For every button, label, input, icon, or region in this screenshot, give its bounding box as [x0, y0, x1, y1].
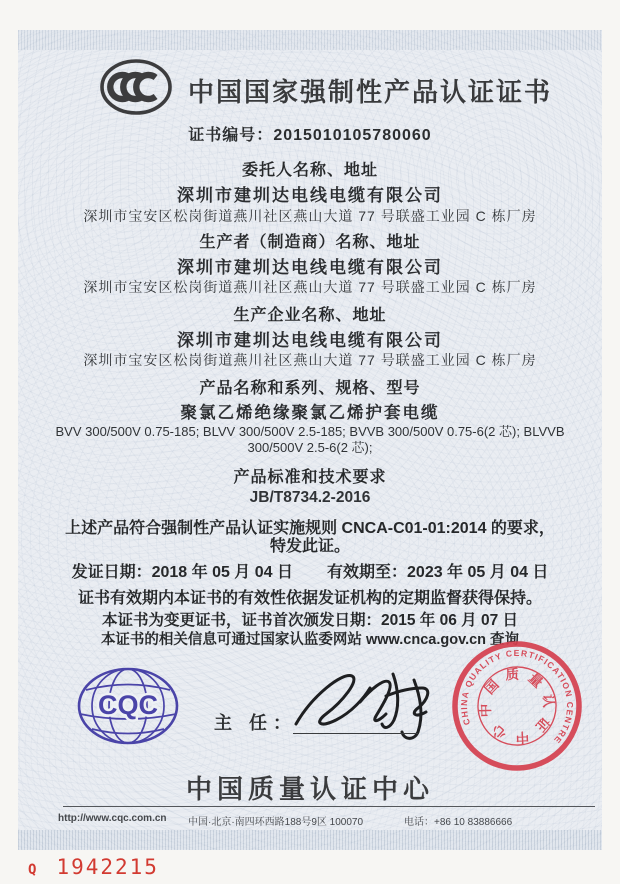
- director-label: 主 任：: [214, 713, 298, 733]
- footer-website: http://www.cqc.com.cn: [58, 813, 167, 824]
- compliance-statement-line1: 上述产品符合强制性产品认证实施规则 CNCA-C01-01:2014 的要求，: [65, 520, 555, 537]
- serial-digits: 1942215: [56, 855, 159, 879]
- guilloche-band-top: [18, 30, 602, 50]
- svg-text:CHINA QUALITY CERTIFICATION CE: [447, 636, 587, 776]
- stamp-inner-text: 中国质量认证中心: [477, 666, 557, 746]
- stamp-outer-text: CHINA QUALITY CERTIFICATION CENTRE: [458, 647, 576, 746]
- dates-row: [18, 559, 602, 582]
- expiry-date-label: 有效期至：: [327, 564, 408, 581]
- certificate-paper: [18, 30, 602, 850]
- guilloche-band-bottom: [18, 830, 602, 850]
- red-seal-stamp: [447, 636, 587, 776]
- product-spec-line1: BVV 300/500V 0.75-185; BLVV 300/500V 2.5-185; BVVB 300/500V 0.75-6(2 芯); BLVVB: [55, 424, 565, 439]
- factory-address: 深圳市宝安区松岗街道燕川社区燕山大道 77 号联盛工业园 C 栋厂房: [83, 352, 537, 368]
- compliance-statement-line2: 特发此证。: [269, 538, 350, 555]
- signature-underline: [293, 733, 418, 734]
- standard-heading: 产品标准和技术要求: [233, 469, 387, 486]
- issue-date: [72, 559, 293, 582]
- applicant-heading: 委托人名称、地址: [241, 162, 378, 179]
- factory-heading: 生产企业名称、地址: [233, 307, 387, 324]
- footer-address: 中国·北京·南四环西路188号9区 100070: [188, 817, 364, 828]
- serial-number: [28, 855, 159, 879]
- applicant-address: 深圳市宝安区松岗街道燕川社区燕山大道 77 号联盛工业园 C 栋厂房: [83, 208, 537, 224]
- certificate-number: [18, 122, 602, 145]
- cqc-globe-icon: [76, 666, 180, 746]
- director-signature: [290, 662, 450, 744]
- org-name: 中国质量认证中心: [185, 774, 434, 804]
- manufacturer-address: 深圳市宝安区松岗街道燕川社区燕山大道 77 号联盛工业园 C 栋厂房: [83, 279, 537, 295]
- expiry-date-value: 2023 年 05 月 04 日: [407, 564, 549, 581]
- change-note: 本证书为变更证书，证书首次颁发日期：2015 年 06 月 07 日: [102, 612, 518, 629]
- manufacturer-heading: 生产者（制造商）名称、地址: [199, 234, 421, 251]
- expiry-date: [327, 559, 548, 582]
- product-heading: 产品名称和系列、规格、型号: [199, 380, 421, 397]
- factory-name: 深圳市建圳达电线电缆有限公司: [177, 331, 443, 350]
- product-name: 聚氯乙烯绝缘聚氯乙烯护套电缆: [180, 404, 440, 422]
- certificate-number-value: 2015010105780060: [273, 127, 432, 144]
- certificate-number-label: 证书编号：: [188, 127, 274, 144]
- issue-date-label: 发证日期：: [71, 564, 152, 581]
- cqc-logo-text: CQC: [98, 690, 158, 720]
- info-note: 本证书的相关信息可通过国家认监委网站 www.cnca.gov.cn 查询: [100, 632, 520, 648]
- manufacturer-name: 深圳市建圳达电线电缆有限公司: [177, 258, 443, 277]
- validity-note: 证书有效期内本证书的有效性依据发证机构的定期监督获得保持。: [77, 590, 542, 607]
- issue-date-value: 2018 年 05 月 04 日: [151, 564, 293, 581]
- footer-divider: [63, 806, 595, 807]
- serial-prefix: Q: [28, 862, 37, 878]
- footer-phone: 电话：+86 10 83886666: [404, 817, 513, 828]
- applicant-name: 深圳市建圳达电线电缆有限公司: [177, 186, 443, 205]
- product-spec-line2: 300/500V 2.5-6(2 芯);: [247, 440, 373, 455]
- certificate-title: 中国国家强制性产品认证证书: [187, 77, 552, 107]
- standard-value: JB/T8734.2-2016: [249, 489, 371, 506]
